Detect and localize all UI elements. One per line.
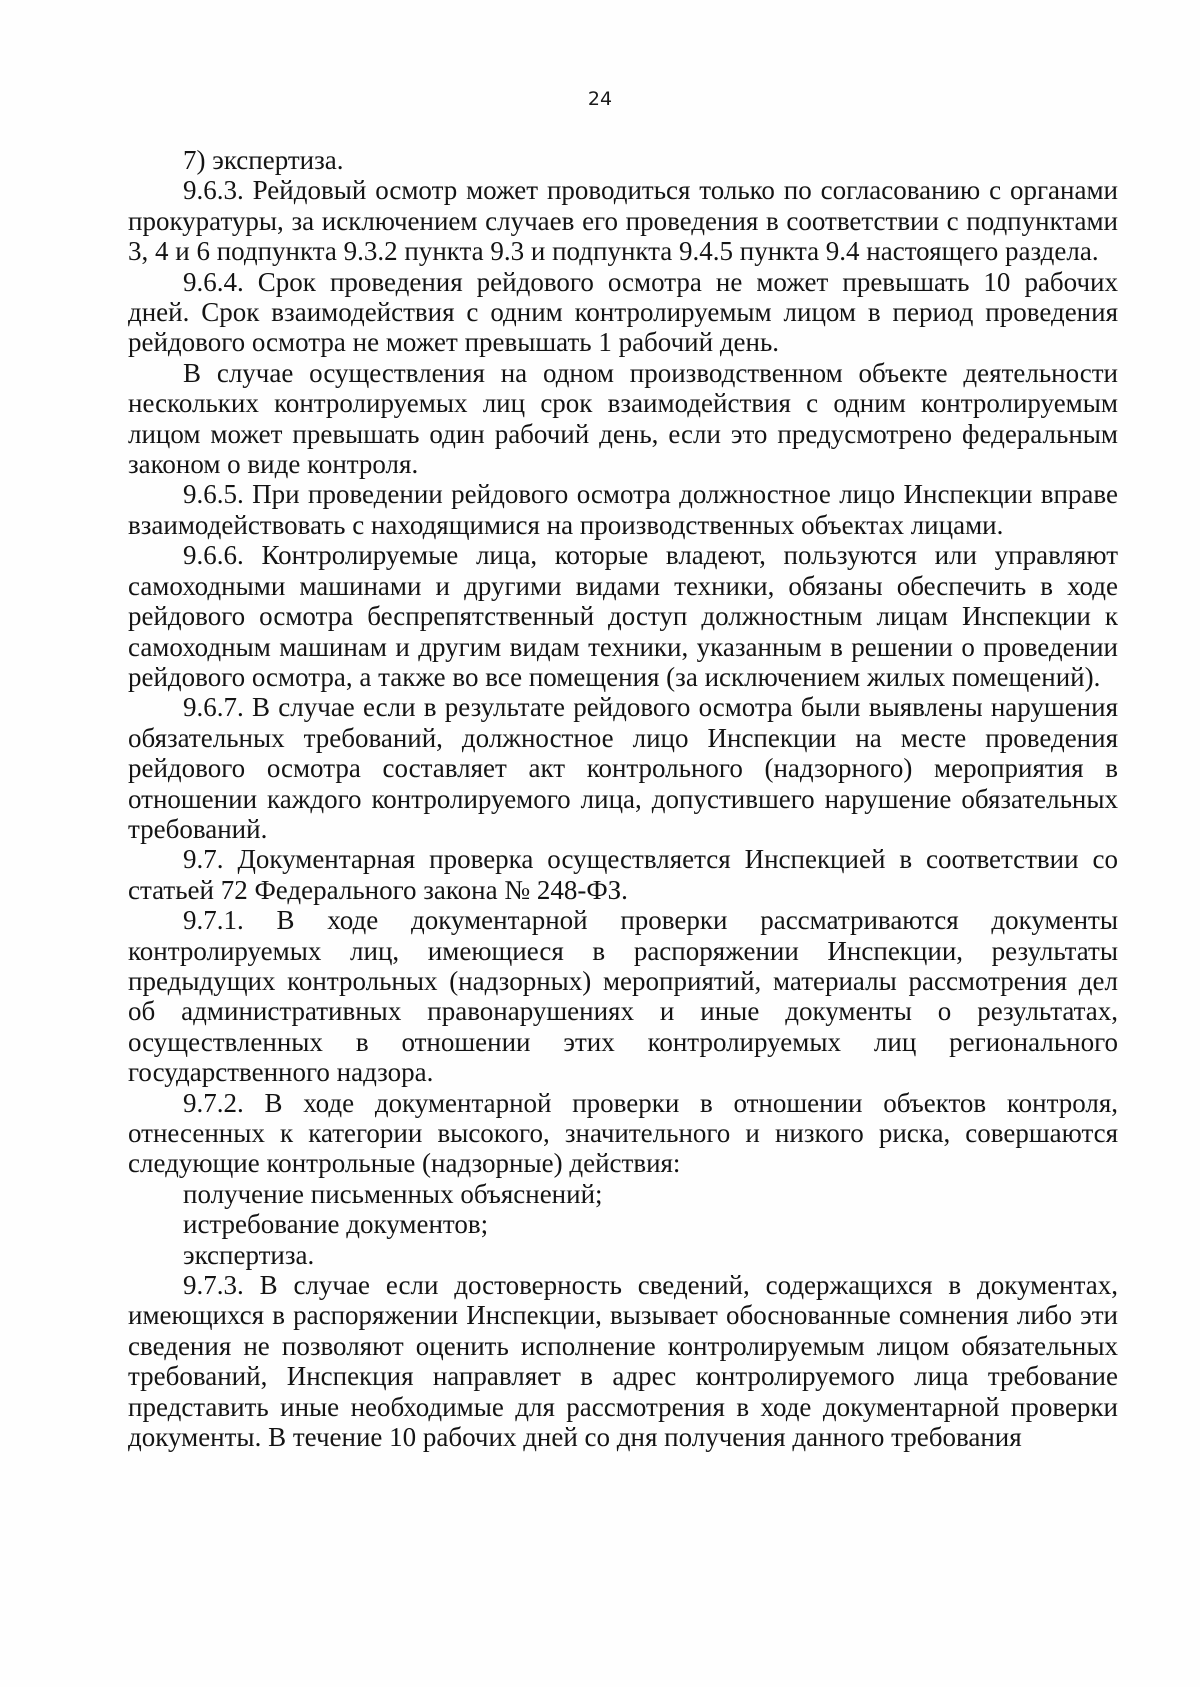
paragraph-9-7-3: 9.7.3. В случае если достоверность сведений, содержащихся в документах, имеющихся в распоряжении Инспекции, вызывает обоснованные сомнения либо эти сведения не позволяют оценить исполнение контролируемым лицом обязательных требований, Инспекция направляет в адрес контролируемого лица требование представить иные необходимые для рассмотрения в ходе документарной проверки документы. В течение 10 рабочих дней со дня получения данного требования [128,1270,1118,1453]
paragraph-9-7: 9.7. Документарная проверка осуществляется Инспекцией в соответствии со статьей 72 Федерального закона № 248-ФЗ. [128,844,1118,905]
paragraph-9-6-3: 9.6.3. Рейдовый осмотр может проводиться только по согласованию с органами прокуратуры, за исключением случаев его проведения в соответствии с подпунктами 3, 4 и 6 подпункта 9.3.2 пункта 9.3 и подпункта 9.4.5 пункта 9.4 настоящего раздела. [128,175,1118,267]
paragraph-9-6-4: 9.6.4. Срок проведения рейдового осмотра не может превышать 10 рабочих дней. Срок взаимодействия с одним контролируемым лицом в период проведения рейдового осмотра не может превышать 1 рабочий день. [128,266,1118,358]
paragraph-9-6-7: 9.6.7. В случае если в результате рейдового осмотра были выявлены нарушения обязательных требований, должностное лицо Инспекции на месте проведения рейдового осмотра составляет акт контрольного (надзорного) мероприятия в отношении каждого контролируемого лица, допустившего нарушение обязательных требований. [128,692,1118,844]
paragraph-9-6-6: 9.6.6. Контролируемые лица, которые владеют, пользуются или управляют самоходными машинами и другими видами техники, обязаны обеспечить в ходе рейдового осмотра беспрепятственный доступ должностным лицам Инспекции к самоходным машинам и другим видам техники, указанным в решении о проведении рейдового осмотра, а также во все помещения (за исключением жилых помещений). [128,540,1118,692]
page-number: 24 [587,88,613,110]
list-item-expertise: 7) экспертиза. [183,145,344,175]
paragraph-9-6-5: 9.6.5. При проведении рейдового осмотра должностное лицо Инспекции вправе взаимодействовать с находящимися на производственных объектах лицами. [128,479,1118,540]
document-body [128,145,1118,1452]
paragraph-9-7-1: 9.7.1. В ходе документарной проверки рассматриваются документы контролируемых лиц, имеющиеся в распоряжении Инспекции, результаты предыдущих контрольных (надзорных) мероприятий, материалы рассмотрения дел об административных правонарушениях и иные документы о результатах, осуществленных в отношении этих контролируемых лиц регионального государственного надзора. [128,905,1118,1088]
paragraph-several-persons: В случае осуществления на одном производственном объекте деятельности нескольких контролируемых лиц срок взаимодействия с одним контролируемым лицом может превышать один рабочий день, если это предусмотрено федеральным законом о виде контроля. [128,357,1118,480]
paragraph-9-7-2: 9.7.2. В ходе документарной проверки в отношении объектов контроля, отнесенных к категории высокого, значительного и низкого риска, совершаются следующие контрольные (надзорные) действия: [128,1087,1118,1179]
list-item-explanations: получение письменных объяснений; [183,1178,603,1209]
list-item-documents: истребование документов; [183,1209,489,1240]
list-item-expertise-2: экспертиза. [183,1239,315,1270]
